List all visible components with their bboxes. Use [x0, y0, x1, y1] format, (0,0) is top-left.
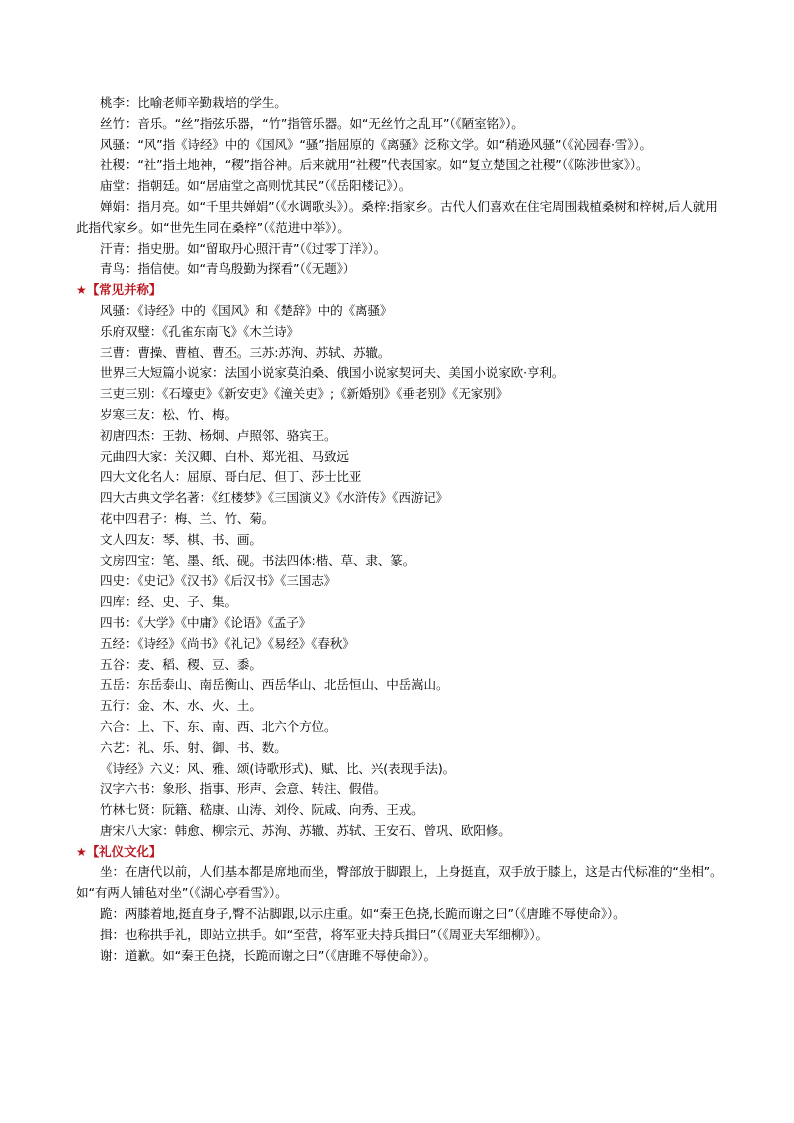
paragraph-fengsao: 风骚：“风”指《诗经》中的《国风》“骚”指屈原的《离骚》泛称文学。如“稍逊风骚”（《沁园春·雪》）。 — [100, 136, 652, 152]
list-item: 五岳：东岳泰山、南岳衡山、西岳华山、北岳恒山、中岳嵩山。 — [100, 677, 449, 693]
list-item: 四库：经、史、子、集。 — [100, 594, 237, 610]
list-item: 初唐四杰：王勃、杨炯、卢照邻、骆宾王。 — [100, 427, 337, 443]
paragraph-miaotang: 庙堂：指朝廷。如“居庙堂之高则忧其民”（《岳阳楼记》）。 — [100, 178, 412, 194]
paragraph-qingniao: 青鸟：指信使。如“青鸟殷勤为探看”（《无题》） — [100, 261, 356, 277]
list-item: 唐宋八大家：韩愈、柳宗元、苏洵、苏辙、苏轼、王安石、曾巩、欧阳修。 — [100, 822, 511, 838]
list-item: 竹林七贤：阮籍、嵇康、山涛、刘伶、阮咸、向秀、王戎。 — [100, 802, 424, 818]
list-item: 五谷：麦、稻、稷、豆、黍。 — [100, 656, 262, 672]
list-item: 乐府双璧：《孔雀东南飞》《木兰诗》 — [100, 323, 299, 339]
list-item: 五经：《诗经》《尚书》《礼记》《易经》《春秋》 — [100, 635, 355, 651]
section-heading-etiquette — [76, 842, 728, 863]
list-item: 文人四友：琴、棋、书、画。 — [100, 531, 262, 547]
list-item: 五行：金、木、水、火、土。 — [100, 698, 262, 714]
list-item: 六合：上、下、东、南、西、北六个方位。 — [100, 718, 337, 734]
list-item: 三曹：曹操、曹植、曹丕。三苏:苏洵、苏轼、苏辙。 — [100, 344, 391, 360]
list-item: 元曲四大家：关汉卿、白朴、郑光祖、马致远 — [100, 448, 349, 464]
list-item: 世界三大短篇小说家：法国小说家莫泊桑、俄国小说家契诃夫、美国小说家欧·亨利。 — [100, 365, 565, 381]
list-item: 四大文化名人：屈原、哥白尼、但丁、莎士比亚 — [100, 469, 362, 485]
list-item: 四大古典文学名著：《红楼梦》《三国演义》《水浒传》《西游记》 — [100, 490, 449, 506]
list-item: 《诗经》六义：风、雅、颂(诗歌形式)、赋、比、兴(表现手法)。 — [100, 760, 456, 776]
list-item: 四史：《史记》《汉书》《后汉书》《三国志》 — [100, 573, 337, 589]
paragraph-chanjuan: 婵娟：指月亮。如“千里共婵娟”（《水调歌头》）。桑梓:指家乡。古代人们喜欢在住宅周围栽植桑树和梓树,后人就用此指代家乡。如“世先生同在桑梓”（《范进中举》）。 — [76, 198, 718, 235]
paragraph-sheji: 社稷：“社”指土地神，“稷”指谷神。后来就用“社稷”代表国家。如“复立楚国之社稷”（《陈涉世家》）。 — [100, 157, 649, 173]
paragraph-sizhu: 丝竹：音乐。“丝”指弦乐器，“竹”指管乐器。如“无丝竹之乱耳”（《陋室铭》）。 — [100, 115, 524, 131]
list-item: 风骚：《诗经》中的《国风》和《楚辞》中的《离骚》 — [100, 302, 393, 318]
section-heading-common-pairings — [76, 280, 728, 301]
list-item: 文房四宝：笔、墨、纸、砚。书法四体:楷、草、隶、篆。 — [100, 552, 416, 568]
paragraph-hanqing: 汗青：指史册。如“留取丹心照汗青”（《过零丁洋》）。 — [100, 240, 387, 256]
list-item: 六艺：礼、乐、射、御、书、数。 — [100, 739, 287, 755]
list-item: 岁寒三友：松、竹、梅。 — [100, 406, 237, 422]
paragraph-xie: 谢：道歉。如“秦王色挠，长跪而谢之曰”（《唐雎不辱使命》）。 — [100, 947, 436, 963]
list-item: 三吏三别：《石壕吏》《新安吏》《潼关吏》;《新婚别》《垂老别》《无家别》 — [100, 386, 509, 402]
paragraph-gui: 跪：两膝着地,挺直身子,臀不沾脚跟,以示庄重。如“秦王色挠,长跪而谢之曰”（《唐雎不辱使命》）。 — [100, 906, 626, 922]
list-item: 四书：《大学》《中庸》《论语》《孟子》 — [100, 614, 312, 630]
star-icon: ★ — [76, 844, 87, 859]
list-item: 汉字六书：象形、指事、形声、会意、转注、假借。 — [100, 781, 387, 797]
document-body — [76, 93, 728, 966]
paragraph-yi: 揖：也称拱手礼，即站立拱手。如“至营，将军亚夫持兵揖曰”（《周亚夫军细柳》）。 — [100, 926, 548, 942]
paragraph-taoli: 桃李：比喻老师辛勤栽培的学生。 — [100, 95, 287, 110]
star-icon: ★ — [76, 283, 87, 298]
section-heading-label: 【礼仪文化】 — [86, 843, 162, 859]
paragraph-zuo: 坐：在唐代以前，人们基本都是席地而坐，臀部放于脚跟上，上身挺直，双手放于膝上，这是古代标准的“坐相”。如“有两人铺毡对坐”（《湖心亭看雪》）。 — [76, 864, 723, 901]
list-item: 花中四君子：梅、兰、竹、菊。 — [100, 510, 275, 526]
section-heading-label: 【常见并称】 — [86, 282, 162, 298]
